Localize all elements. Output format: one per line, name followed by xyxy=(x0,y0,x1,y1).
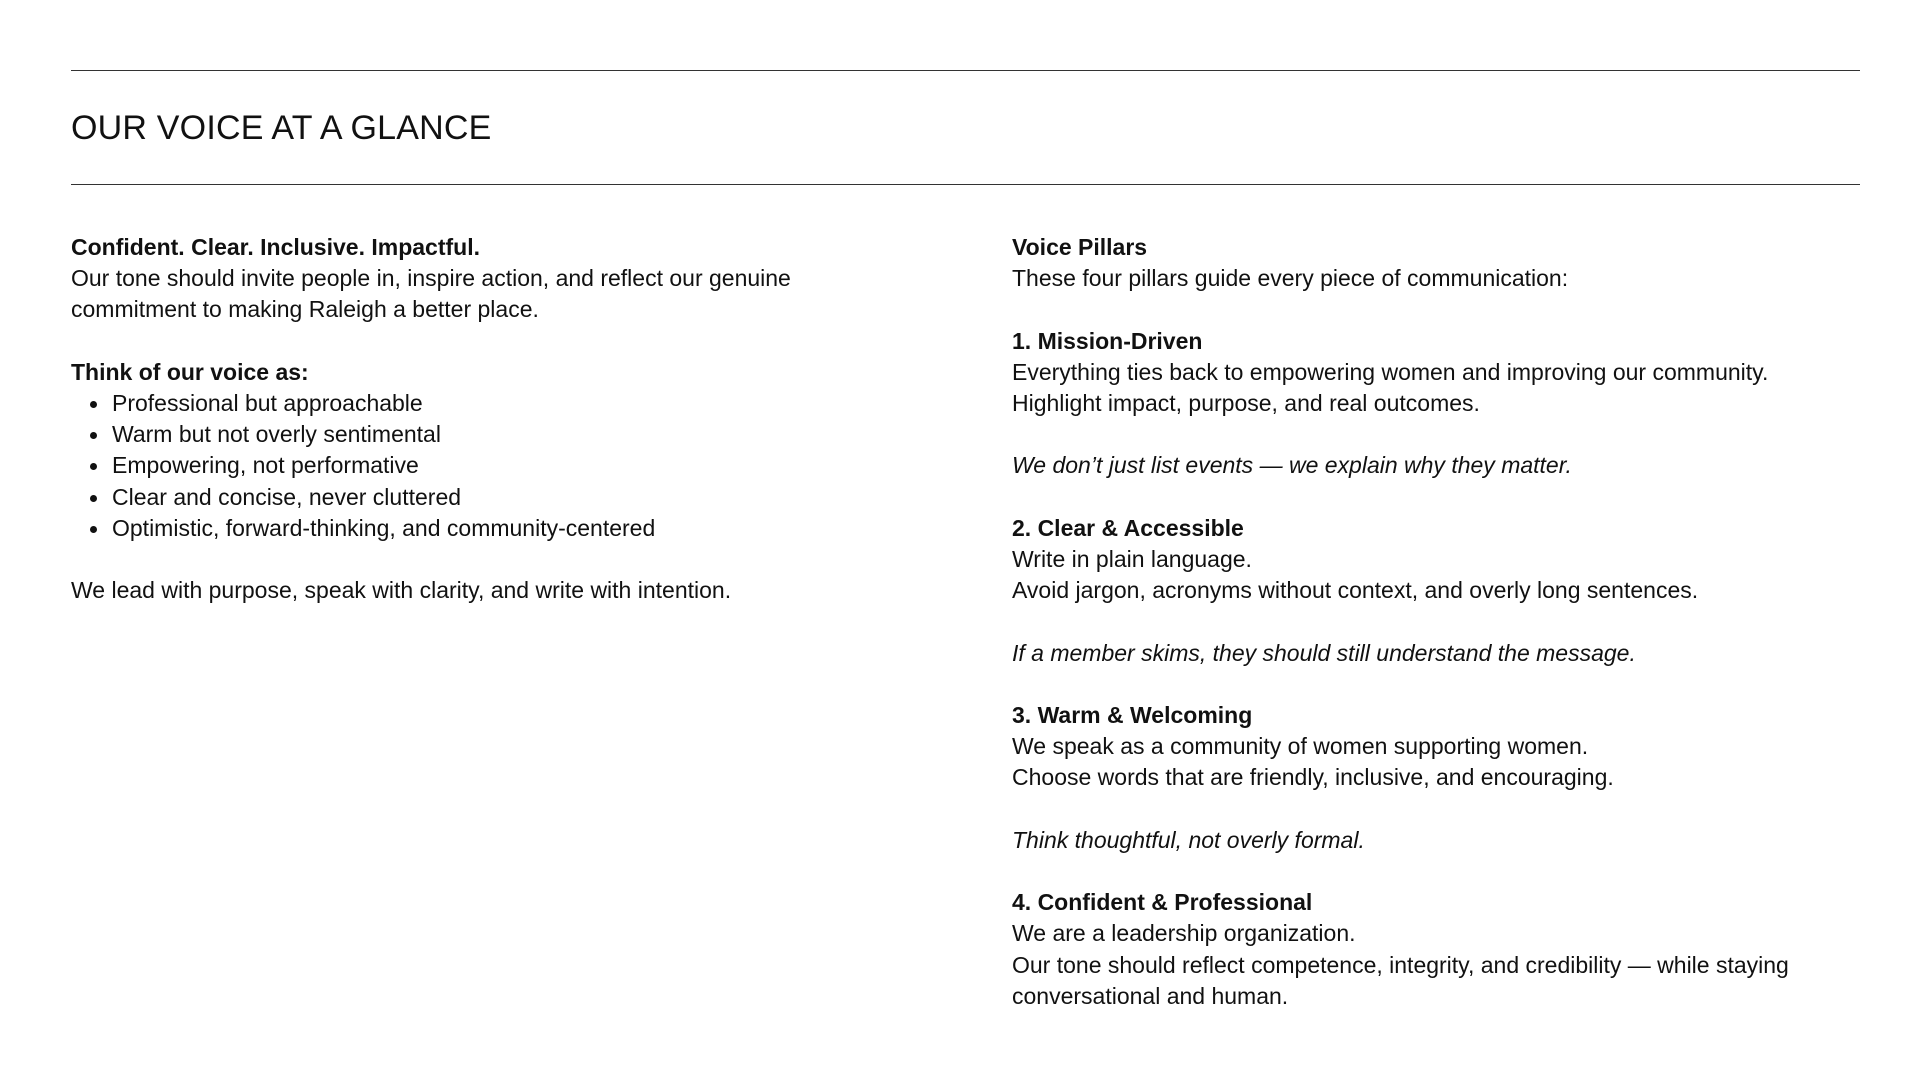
page-title: OUR VOICE AT A GLANCE xyxy=(71,109,492,147)
pillar-title: 4. Confident & Professional xyxy=(1012,889,1313,916)
voice-pillars-column xyxy=(1012,232,1860,1012)
pillar-example: If a member skims, they should still understand the message. xyxy=(1012,639,1636,666)
summary-intro-line: commitment to making Raleigh a better place. xyxy=(71,296,539,323)
spacer xyxy=(1012,794,1860,825)
spacer xyxy=(1012,856,1860,887)
pillar-text: We are a leadership organization. xyxy=(1012,920,1356,947)
voice-trait-item: Warm but not overly sentimental xyxy=(112,419,931,450)
spacer xyxy=(1012,294,1860,325)
pillar-title: 2. Clear & Accessible xyxy=(1012,514,1244,541)
pillars-intro: These four pillars guide every piece of communication: xyxy=(1012,265,1569,292)
spacer xyxy=(71,326,931,357)
summary-closing: We lead with purpose, speak with clarity, and write with intention. xyxy=(71,577,732,604)
pillar-example: Think thoughtful, not overly formal. xyxy=(1012,826,1365,853)
pillars-heading: Voice Pillars xyxy=(1012,234,1148,260)
pillar-text: Choose words that are friendly, inclusive, and encouraging. xyxy=(1012,764,1614,791)
voice-trait-item: Professional but approachable xyxy=(112,388,931,419)
pillar-example: We don’t just list events — we explain why they matter. xyxy=(1012,452,1572,479)
spacer xyxy=(1012,606,1860,637)
voice-trait-item: Optimistic, forward-thinking, and community-centered xyxy=(112,513,931,544)
pillar-text: We speak as a community of women supporting women. xyxy=(1012,733,1589,760)
pillar-mission-driven xyxy=(1012,326,1860,482)
pillar-title: 3. Warm & Welcoming xyxy=(1012,701,1253,728)
spacer xyxy=(1012,482,1860,513)
pillar-text: Everything ties back to empowering women and improving our community. xyxy=(1012,358,1769,385)
title-divider xyxy=(71,184,1860,185)
spacer xyxy=(71,544,931,575)
pillar-clear-accessible xyxy=(1012,513,1860,669)
voice-traits-list xyxy=(71,388,931,544)
voice-summary-column xyxy=(71,232,931,606)
spacer xyxy=(1012,669,1860,700)
pillar-text: Write in plain language. xyxy=(1012,545,1252,572)
pillar-confident-professional xyxy=(1012,887,1860,1012)
think-heading: Think of our voice as: xyxy=(71,358,309,385)
top-divider xyxy=(71,70,1860,71)
pillar-text: Highlight impact, purpose, and real outcomes. xyxy=(1012,390,1480,416)
pillar-title: 1. Mission-Driven xyxy=(1012,327,1203,354)
pillar-warm-welcoming xyxy=(1012,700,1860,856)
pillar-text: conversational and human. xyxy=(1012,982,1289,1009)
pillar-text: Avoid jargon, acronyms without context, and overly long sentences. xyxy=(1012,577,1699,604)
voice-trait-item: Empowering, not performative xyxy=(112,450,931,481)
spacer xyxy=(1012,419,1860,450)
summary-intro-line: Our tone should invite people in, inspire action, and reflect our genuine xyxy=(71,265,791,292)
summary-heading: Confident. Clear. Inclusive. Impactful. xyxy=(71,234,480,260)
voice-trait-item: Clear and concise, never cluttered xyxy=(112,482,931,513)
pillar-text: Our tone should reflect competence, integrity, and credibility — while staying xyxy=(1012,951,1789,978)
